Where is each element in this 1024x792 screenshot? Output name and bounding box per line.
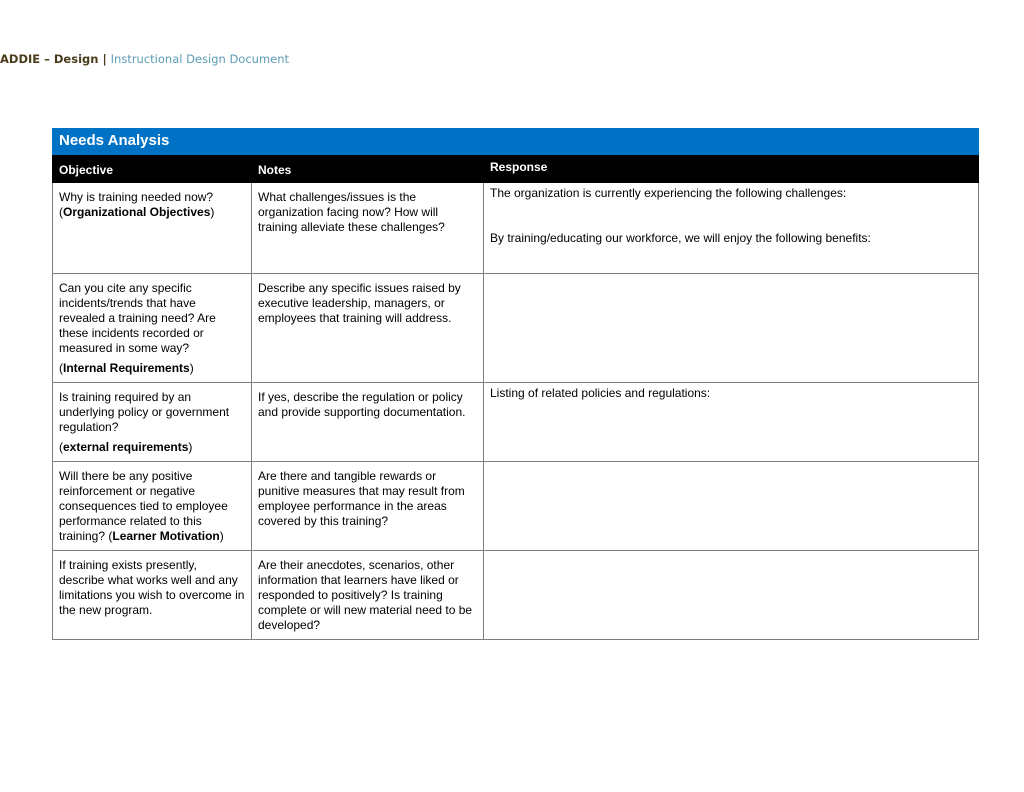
objective-category: Internal Requirements [63,361,190,375]
response-cell[interactable] [484,462,979,551]
objective-cell [53,274,252,383]
objective-text: Can you cite any specific incidents/trends that have revealed a training need? Are these incidents recorded or measured in some way? [59,281,216,355]
objective-cell [53,383,252,462]
objective-cell [53,183,252,274]
objective-category: Organizational Objectives [63,205,211,219]
response-text: Listing of related policies and regulations: [490,386,711,400]
column-header-response [484,155,979,183]
objective-close: ) [219,529,224,543]
response-text [484,551,978,558]
response-text: The organization is currently experiencing the following challenges: [490,186,847,200]
needs-analysis-table [52,128,979,640]
objective-category: external requirements [63,440,189,454]
response-text [484,274,978,281]
table-row [53,462,979,551]
column-header-objective [53,155,252,183]
table-row [53,274,979,383]
header-section-title: ADDIE – Design [0,52,99,66]
objective-text: Why is training needed now? ( [59,190,214,219]
table-row [53,183,979,274]
objective-cell [53,462,252,551]
response-cell[interactable] [484,551,979,640]
objective-text: If training exists presently, describe what works well and any limitations you wish to overcome in the new program. [59,558,245,617]
table-title: Needs Analysis [53,129,979,155]
notes-cell [252,551,484,640]
table-row [53,383,979,462]
objective-open: ( [59,361,63,375]
objective-text: Is training required by an underlying policy or government regulation? [59,390,230,434]
objective-close: ) [189,361,194,375]
response-cell[interactable] [484,183,979,274]
response-cell[interactable] [484,383,979,462]
objective-category: Learner Motivation [112,529,220,543]
table-row [53,551,979,640]
response-cell[interactable] [484,274,979,383]
objective-close: ) [188,440,193,454]
objective-close: ) [210,205,215,219]
notes-cell [252,274,484,383]
table-header-row [53,155,979,183]
response-text: By training/educating our workforce, we will enjoy the following benefits: [490,231,871,245]
notes-cell [252,183,484,274]
notes-cell [252,383,484,462]
document-header [0,52,289,66]
table-title-row [53,129,979,155]
objective-open: ( [59,440,63,454]
objective-text: Will there be any positive reinforcement or negative consequences tied to employee performance related to this training? ( [59,469,228,543]
header-document-title: Instructional Design Document [110,52,290,66]
notes-text: Are there and tangible rewards or punitive measures that may result from employee performance in the areas covered by this training? [258,469,465,528]
notes-cell [252,462,484,551]
notes-text: If yes, describe the regulation or policy and provide supporting documentation. [258,390,466,419]
column-header-objective-label: Objective [59,163,114,177]
column-header-notes-label: Notes [258,163,292,177]
notes-text: Describe any specific issues raised by executive leadership, managers, or employees that training will address. [258,281,461,325]
notes-text: Are their anecdotes, scenarios, other information that learners have liked or responded to positively? Is training complete or will new material need to be developed? [258,558,473,632]
response-text [484,462,978,469]
objective-cell [53,551,252,640]
column-header-notes [252,155,484,183]
header-separator: | [102,52,107,66]
notes-text: What challenges/issues is the organization facing now? How will training alleviate these challenges? [258,190,445,234]
column-header-response-label: Response [490,160,548,174]
